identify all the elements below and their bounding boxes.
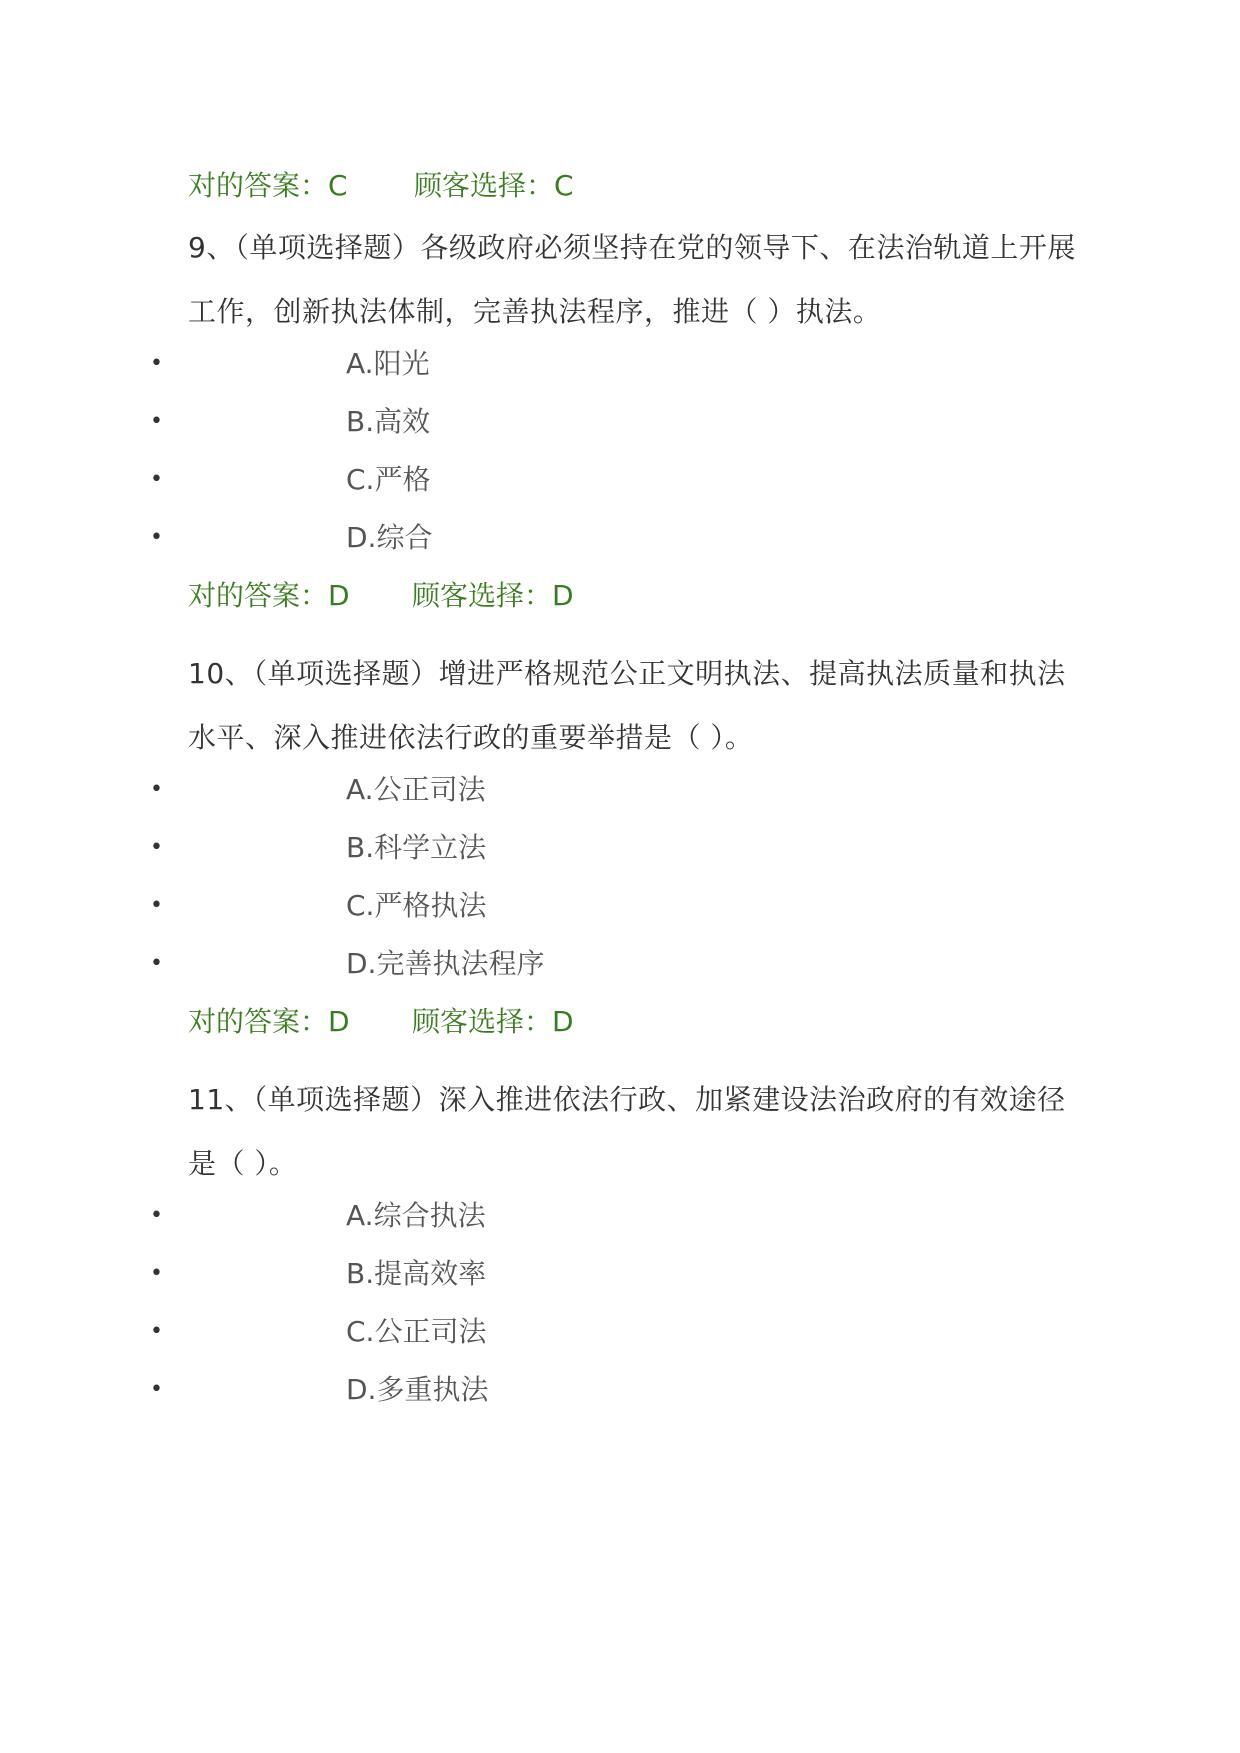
question-10: 10、（单项选择题）增进严格规范公正文明执法、提高执法质量和执法水平、深入推进依法行政的重要举措是（ ）。 xyxy=(188,657,1066,754)
bullet: • xyxy=(150,467,163,492)
correct-answer: 对的答案：D xyxy=(188,579,350,612)
option-q10-d xyxy=(0,944,1240,984)
bullet: • xyxy=(150,351,163,376)
option-text: D.多重执法 xyxy=(346,1373,489,1406)
question-11: 11、（单项选择题）深入推进依法行政、加紧建设法治政府的有效途径是（ ）。 xyxy=(188,1083,1066,1180)
bullet: • xyxy=(150,1203,163,1228)
question-9: 9、（单项选择题）各级政府必须坚持在党的领导下、在法治轨道上开展工作，创新执法体制，完善执法程序，推进（ ）执法。 xyxy=(188,231,1076,328)
option-text: C.严格执法 xyxy=(346,889,487,922)
chosen-answer: 顾客选择：D xyxy=(412,1005,574,1038)
option-text: C.严格 xyxy=(346,463,431,496)
option-text: A.综合执法 xyxy=(346,1199,486,1232)
bullet: • xyxy=(150,1319,163,1344)
chosen-answer: 顾客选择：D xyxy=(412,579,574,612)
option-text: A.阳光 xyxy=(346,347,430,380)
option-text: A.公正司法 xyxy=(346,773,486,806)
correct-answer: 对的答案：C xyxy=(188,169,348,202)
option-q9-d xyxy=(0,518,1240,558)
bullet: • xyxy=(150,409,163,434)
option-q9-a xyxy=(0,344,1240,384)
option-text: C.公正司法 xyxy=(346,1315,487,1348)
option-text: B.高效 xyxy=(346,405,431,438)
option-text: D.完善执法程序 xyxy=(346,947,545,980)
bullet: • xyxy=(150,525,163,550)
option-q9-b xyxy=(0,402,1240,442)
option-text: B.科学立法 xyxy=(346,831,487,864)
bullet: • xyxy=(150,1377,163,1402)
option-q11-b xyxy=(0,1254,1240,1294)
bullet: • xyxy=(150,777,163,802)
option-text: B.提高效率 xyxy=(346,1257,487,1290)
bullet: • xyxy=(150,1261,163,1286)
option-q10-c xyxy=(0,886,1240,926)
correct-answer: 对的答案：D xyxy=(188,1005,350,1038)
bullet: • xyxy=(150,893,163,918)
bullet: • xyxy=(150,951,163,976)
option-text: D.综合 xyxy=(346,521,433,554)
option-q11-a xyxy=(0,1196,1240,1236)
option-q9-c xyxy=(0,460,1240,500)
option-q10-a xyxy=(0,770,1240,810)
bullet: • xyxy=(150,835,163,860)
chosen-answer: 顾客选择：C xyxy=(414,169,574,202)
option-q10-b xyxy=(0,828,1240,868)
option-q11-c xyxy=(0,1312,1240,1352)
option-q11-d xyxy=(0,1370,1240,1410)
